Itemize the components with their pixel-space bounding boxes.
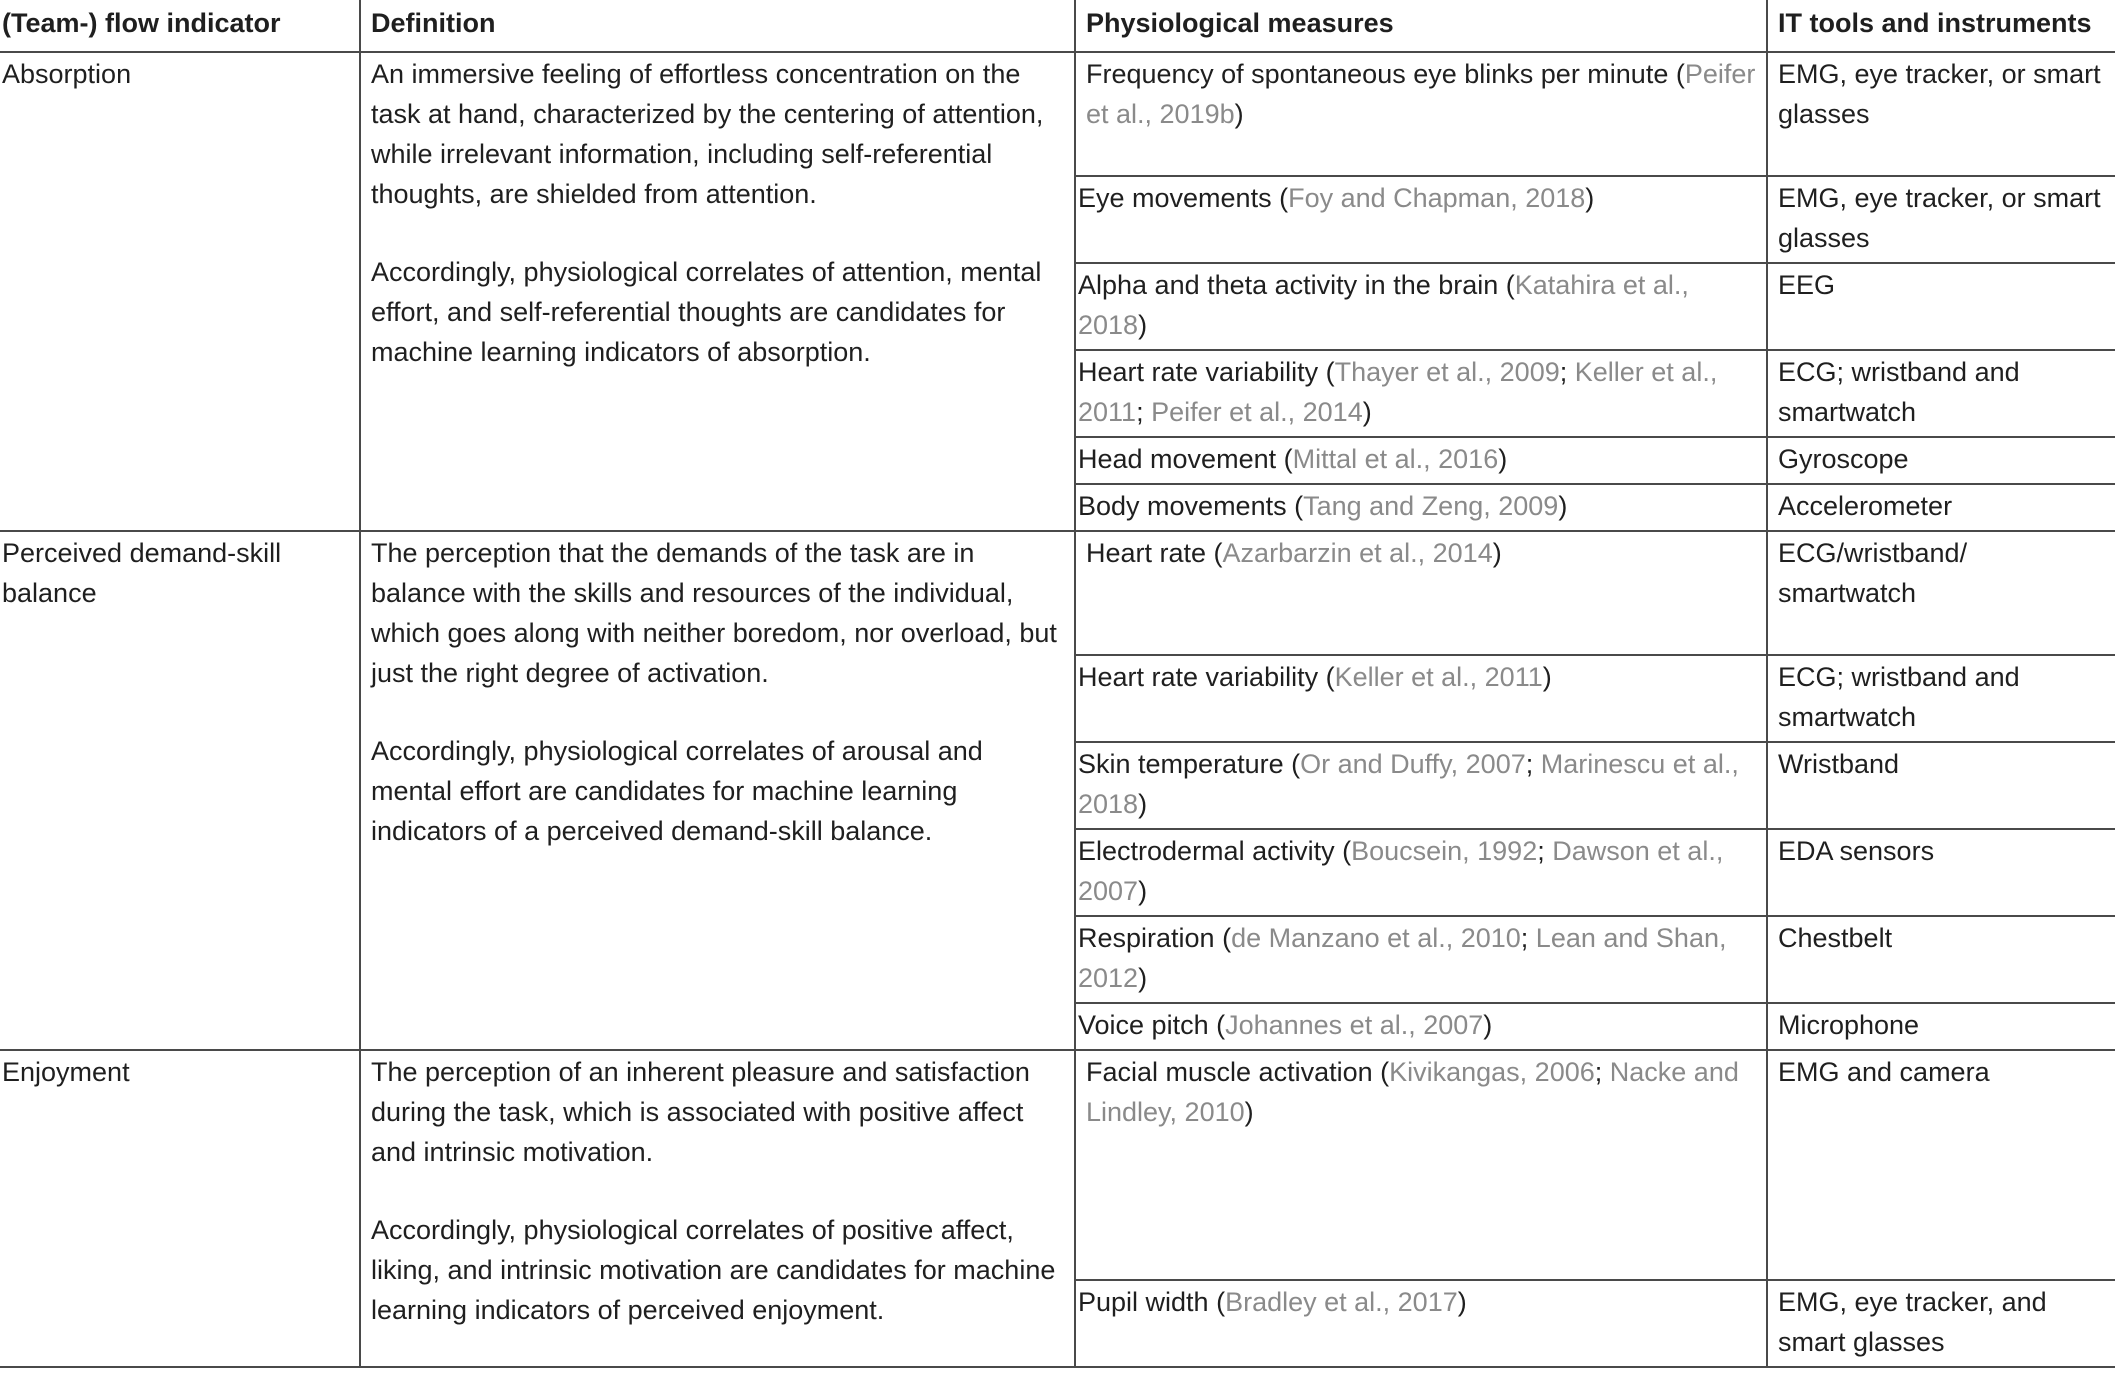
measure-text: Skin temperature ( <box>1078 749 1301 779</box>
measure-text: ) <box>1457 1287 1467 1317</box>
definition-paragraph: The perception of an inherent pleasure and satisfaction during the task, which is associated with positive affect and intrinsic motivation. <box>371 1057 1030 1167</box>
measure-text: ) <box>1498 444 1508 474</box>
tool-cell: Accelerometer <box>1767 484 2115 531</box>
indicator-cell: Enjoyment <box>0 1050 360 1367</box>
citation-link[interactable]: Peifer et al., 2019b <box>1086 59 1756 129</box>
definition-cell <box>360 1050 1075 1367</box>
measure-cell <box>1075 1280 1767 1367</box>
citation-link[interactable]: Marinescu et al., 2018 <box>1078 749 1739 819</box>
tool-cell: EDA sensors <box>1767 829 2115 916</box>
measure-text: Respiration ( <box>1078 923 1232 953</box>
measure-text: Eye movements ( <box>1078 183 1289 213</box>
measure-text: ; <box>1559 357 1575 387</box>
measure-text: Body movements ( <box>1078 491 1304 521</box>
citation-link[interactable]: Lean and Shan, 2012 <box>1078 923 1727 993</box>
definition-paragraph: Accordingly, physiological correlates of positive affect, liking, and intrinsic motivation are candidates for machine learning indicators of perceived enjoyment. <box>371 1215 1056 1325</box>
measure-text: ) <box>1138 310 1148 340</box>
citation-link[interactable]: Mittal et al., 2016 <box>1292 444 1499 474</box>
measure-cell <box>1075 829 1767 916</box>
tool-cell: Microphone <box>1767 1003 2115 1050</box>
measure-text: ; <box>1525 749 1541 779</box>
tool-cell: Gyroscope <box>1767 437 2115 484</box>
measure-text: ) <box>1542 662 1552 692</box>
measure-text: Heart rate variability ( <box>1078 357 1335 387</box>
tool-cell: ECG; wristband and smartwatch <box>1767 350 2115 437</box>
citation-link[interactable]: Dawson et al., 2007 <box>1078 836 1724 906</box>
measure-text: Frequency of spontaneous eye blinks per minute <box>1086 59 1676 89</box>
measure-cell <box>1075 1003 1767 1050</box>
measure-text: Facial muscle activation ( <box>1086 1057 1390 1087</box>
measure-text: ; <box>1594 1057 1610 1087</box>
citation-link[interactable]: Johannes et al., 2007 <box>1225 1010 1484 1040</box>
measure-text: Pupil width ( <box>1078 1287 1226 1317</box>
measure-cell <box>1075 176 1767 263</box>
citation-link[interactable]: Bradley et al., 2017 <box>1225 1287 1458 1317</box>
tool-cell: ECG; wristband and smartwatch <box>1767 655 2115 742</box>
indicator-cell: Perceived demand-skill balance <box>0 531 360 1050</box>
measure-text: ) <box>1483 1010 1493 1040</box>
measure-text: Electrodermal activity ( <box>1078 836 1352 866</box>
header-definition: Definition <box>360 0 1075 52</box>
citation-link[interactable]: Katahira et al., 2018 <box>1078 270 1689 340</box>
measure-cell <box>1075 350 1767 437</box>
table-row <box>0 1050 2115 1280</box>
table-row <box>0 531 2115 655</box>
tool-cell: ECG/wristband/ smartwatch <box>1767 531 2115 655</box>
measure-cell <box>1075 263 1767 350</box>
tool-cell: EMG and camera <box>1767 1050 2115 1280</box>
tool-cell: Wristband <box>1767 742 2115 829</box>
definition-paragraph: Accordingly, physiological correlates of arousal and mental effort are candidates for machine learning indicators of a perceived demand-skill balance. <box>371 736 983 846</box>
measure-cell <box>1075 484 1767 531</box>
citation-link[interactable]: Thayer et al., 2009 <box>1334 357 1560 387</box>
tool-cell: EMG, eye tracker, or smart glasses <box>1767 176 2115 263</box>
measure-text: Heart rate variability ( <box>1078 662 1335 692</box>
tool-cell: Chestbelt <box>1767 916 2115 1003</box>
measure-text: ) <box>1492 538 1502 568</box>
measure-text: ) <box>1244 1097 1254 1127</box>
measure-cell <box>1075 531 1767 655</box>
citation-link[interactable]: Boucsein, 1992 <box>1351 836 1538 866</box>
citation-link[interactable]: Nacke and Lindley, 2010 <box>1086 1057 1739 1127</box>
measure-cell <box>1075 1050 1767 1280</box>
measure-cell <box>1075 916 1767 1003</box>
measure-text: Heart rate ( <box>1086 538 1223 568</box>
definition-paragraph: The perception that the demands of the task are in balance with the skills and resources of the individual, which goes along with neither boredom, nor overload, but just the right degree of activation. <box>371 538 1057 688</box>
measure-text: Voice pitch ( <box>1078 1010 1226 1040</box>
citation-link[interactable]: Azarbarzin et al., 2014 <box>1222 538 1493 568</box>
citation-link[interactable]: Keller et al., 2011 <box>1078 357 1718 427</box>
citation-link[interactable]: Or and Duffy, 2007 <box>1300 749 1526 779</box>
tool-cell: EMG, eye tracker, or smart glasses <box>1767 52 2115 176</box>
measure-text: ; <box>1136 397 1152 427</box>
measure-text: ) <box>1362 397 1372 427</box>
indicator-cell: Absorption <box>0 52 360 531</box>
citation-link[interactable]: Kivikangas, 2006 <box>1389 1057 1595 1087</box>
citation-link[interactable]: de Manzano et al., 2010 <box>1231 923 1521 953</box>
measure-cell <box>1075 52 1767 176</box>
definition-cell <box>360 52 1075 531</box>
definition-paragraph: Accordingly, physiological correlates of attention, mental effort, and self-referential thoughts are candidates for machine learning indicators of absorption. <box>371 257 1042 367</box>
table-row <box>0 52 2115 176</box>
measure-cell <box>1075 742 1767 829</box>
measure-text: ) <box>1138 789 1148 819</box>
citation-link[interactable]: Peifer et al., 2014 <box>1151 397 1363 427</box>
measure-text: ) <box>1138 876 1148 906</box>
header-indicator: (Team-) flow indicator <box>0 0 360 52</box>
citation-link[interactable]: Tang and Zeng, 2009 <box>1303 491 1559 521</box>
measure-text: ) <box>1234 99 1244 129</box>
measure-text: ) <box>1585 183 1595 213</box>
header-tools: IT tools and instruments <box>1767 0 2115 52</box>
measure-text: ; <box>1520 923 1536 953</box>
definition-paragraph: An immersive feeling of effortless concentration on the task at hand, characterized by the centering of attention, while irrelevant information, including self-referential thoughts, are shielded from attention. <box>371 59 1044 209</box>
citation-link[interactable]: Keller et al., 2011 <box>1334 662 1543 692</box>
tool-cell: EEG <box>1767 263 2115 350</box>
header-measures: Physiological measures <box>1075 0 1767 52</box>
measure-text: ; <box>1537 836 1553 866</box>
measure-text: ) <box>1558 491 1568 521</box>
measure-cell <box>1075 655 1767 742</box>
measure-text: Head movement ( <box>1078 444 1293 474</box>
definition-cell <box>360 531 1075 1050</box>
measure-text: ) <box>1138 963 1148 993</box>
citation-link[interactable]: Foy and Chapman, 2018 <box>1288 183 1586 213</box>
tool-cell: EMG, eye tracker, and smart glasses <box>1767 1280 2115 1367</box>
measure-cell <box>1075 437 1767 484</box>
header-row <box>0 0 2115 52</box>
measure-text: Alpha and theta activity in the brain ( <box>1078 270 1515 300</box>
table-body <box>0 52 2115 1367</box>
measure-text: ( <box>1675 59 1685 89</box>
